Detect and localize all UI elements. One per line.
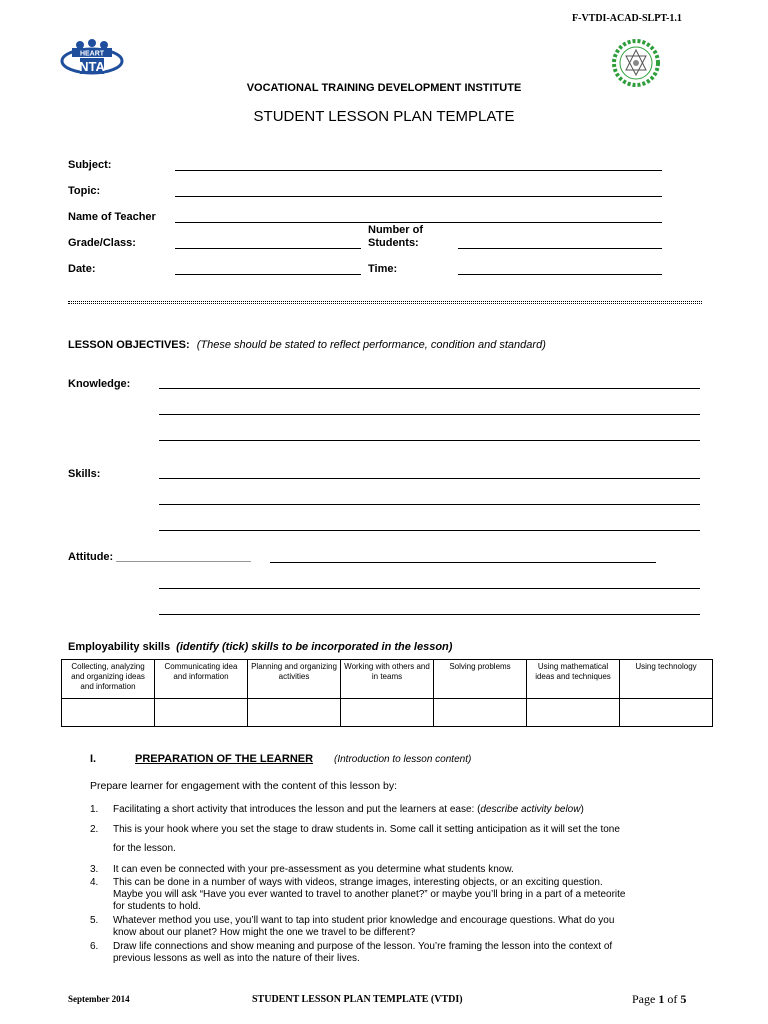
teacher-line[interactable] xyxy=(175,222,662,223)
employability-skills-table xyxy=(61,659,713,727)
heart-logo-text: HEART xyxy=(79,50,105,58)
attitude-label: Attitude: ______________________ xyxy=(68,551,251,563)
skill-tick-cell[interactable] xyxy=(341,699,434,727)
list-number: 2. xyxy=(90,824,99,835)
nta-logo-text: NTA xyxy=(79,59,105,74)
skill-header-cell: Working with others and in teams xyxy=(341,660,434,699)
skill-tick-cell[interactable] xyxy=(248,699,341,727)
dotted-separator xyxy=(68,301,702,304)
list-text: previous lessons as well as into the nature of their lives. xyxy=(113,953,360,964)
knowledge-line-2[interactable] xyxy=(159,414,700,415)
list-text: Whatever method you use, you’ll want to tap into student prior knowledge and encourage questions. What do you xyxy=(113,915,615,926)
skill-header-cell: Collecting, analyzing and organizing ideas and information xyxy=(62,660,155,699)
page-total: 5 xyxy=(680,992,687,1006)
attitude-line-1[interactable] xyxy=(270,562,656,563)
footer-date: September 2014 xyxy=(68,994,130,1004)
skill-tick-cell[interactable] xyxy=(155,699,248,727)
list-text: This is your hook where you set the stage to draw students in. Some call it setting anticipation as it will set the tone xyxy=(113,824,620,835)
page-word: Page xyxy=(632,992,656,1006)
skills-line-2[interactable] xyxy=(159,504,700,505)
lesson-objectives-heading xyxy=(68,339,546,351)
skills-line-3[interactable] xyxy=(159,530,700,531)
skill-tick-cell[interactable] xyxy=(620,699,713,727)
skill-tick-cell[interactable] xyxy=(527,699,620,727)
students-text: Students: xyxy=(368,237,419,249)
date-label: Date: xyxy=(68,263,96,275)
topic-label: Topic: xyxy=(68,185,101,197)
list-number: 4. xyxy=(90,877,99,888)
subject-label: Subject: xyxy=(68,159,112,171)
list-text: for students to hold. xyxy=(113,901,201,912)
lesson-objectives-label: LESSON OBJECTIVES: xyxy=(68,339,190,351)
topic-line[interactable] xyxy=(175,196,662,197)
page-title: STUDENT LESSON PLAN TEMPLATE xyxy=(253,108,515,125)
heart-nta-logo xyxy=(60,37,124,79)
page-number xyxy=(632,992,686,1007)
students-label xyxy=(368,224,423,250)
list-text: Maybe you will ask “Have you ever wanted to travel to another planet?” or maybe you’ll bring in a part of a meteorite xyxy=(113,889,626,900)
lesson-objectives-note: (These should be stated to reflect performance, condition and standard) xyxy=(196,339,546,351)
footer-title: STUDENT LESSON PLAN TEMPLATE (VTDI) xyxy=(252,994,463,1005)
list-text: Facilitating a short activity that introduces the lesson and put the learners at ease: (describe activity below) xyxy=(113,804,584,815)
employability-note: (identify (tick) skills to be incorporated in the lesson) xyxy=(176,641,453,653)
time-label: Time: xyxy=(368,263,398,275)
list-text: It can even be connected with your pre-assessment as you determine what students know. xyxy=(113,864,514,875)
skills-header-row xyxy=(62,660,713,699)
list-number: 1. xyxy=(90,804,99,815)
page-current: 1 xyxy=(658,992,665,1006)
section-numeral: I. xyxy=(90,753,97,765)
skill-header-cell: Using mathematical ideas and techniques xyxy=(527,660,620,699)
knowledge-line-3[interactable] xyxy=(159,440,700,441)
document-code: F-VTDI-ACAD-SLPT-1.1 xyxy=(572,13,682,24)
institute-name: VOCATIONAL TRAINING DEVELOPMENT INSTITUTE xyxy=(246,82,522,94)
section-intro: Prepare learner for engagement with the content of this lesson by: xyxy=(90,780,398,792)
subject-line[interactable] xyxy=(175,170,662,171)
time-line[interactable] xyxy=(458,274,662,275)
skill-header-cell: Planning and organizing activities xyxy=(248,660,341,699)
grade-label: Grade/Class: xyxy=(68,237,136,249)
knowledge-label: Knowledge: xyxy=(68,378,131,390)
number-of-text: Number of xyxy=(368,224,423,236)
grade-line[interactable] xyxy=(175,248,361,249)
skill-header-cell: Using technology xyxy=(620,660,713,699)
date-line[interactable] xyxy=(175,274,361,275)
list-number: 3. xyxy=(90,864,99,875)
page-of: of xyxy=(667,992,678,1006)
skills-label: Skills: xyxy=(68,468,101,480)
skills-tick-row xyxy=(62,699,713,727)
attitude-line-3[interactable] xyxy=(159,614,700,615)
knowledge-line-1[interactable] xyxy=(159,388,700,389)
skills-line-1[interactable] xyxy=(159,478,700,479)
employability-heading xyxy=(68,641,452,653)
skill-header-cell: Solving problems xyxy=(434,660,527,699)
employability-label: Employability skills xyxy=(68,641,171,653)
teacher-label: Name of Teacher xyxy=(68,211,156,223)
list-number: 5. xyxy=(90,915,99,926)
list-number: 6. xyxy=(90,941,99,952)
skill-header-cell: Communicating idea and information xyxy=(155,660,248,699)
list-text: know about our planet? How might the one we travel to be different? xyxy=(113,927,416,938)
attitude-line-2[interactable] xyxy=(159,588,700,589)
list-text: Draw life connections and show meaning and purpose of the lesson. You’re framing the lesson into the context of xyxy=(113,941,613,952)
section-heading: PREPARATION OF THE LEARNER xyxy=(135,753,314,765)
section-note: (Introduction to lesson content) xyxy=(334,754,472,765)
skill-tick-cell[interactable] xyxy=(434,699,527,727)
list-text: for the lesson. xyxy=(113,843,176,854)
skill-tick-cell[interactable] xyxy=(62,699,155,727)
students-line[interactable] xyxy=(458,248,662,249)
list-text: This can be done in a number of ways with videos, strange images, interesting objects, or an exciting question. xyxy=(113,877,603,888)
